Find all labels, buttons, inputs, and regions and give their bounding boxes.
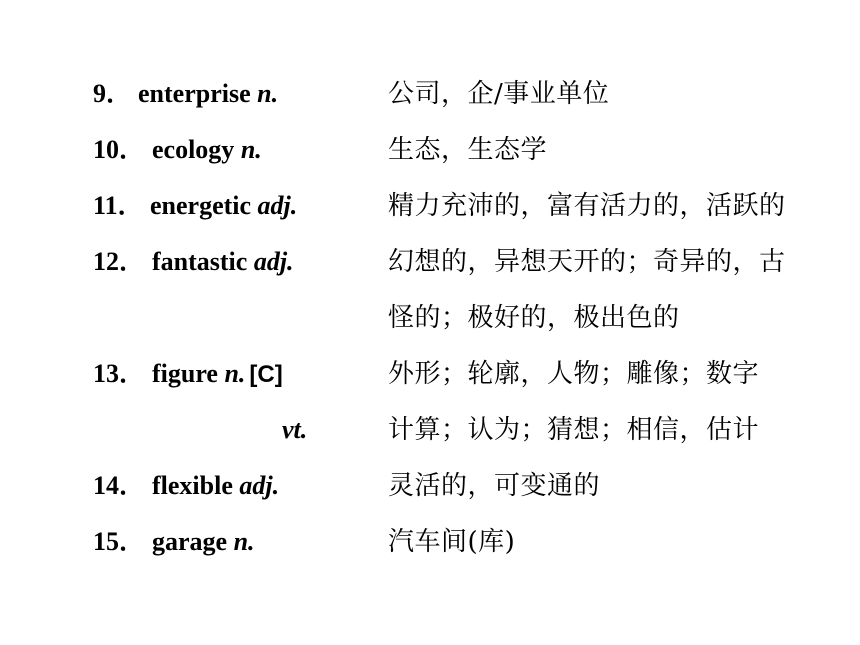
vocab-meaning: 计算；认为；猜想；相信，估计 [388,415,760,445]
item-number: 12． [93,247,146,276]
vocab-term [152,122,262,178]
part-of-speech: adj. [257,191,298,220]
item-number: 11． [93,191,144,220]
item-number: 10． [93,135,146,164]
part-of-speech: adj. [239,471,280,500]
vocab-term [150,178,297,234]
vocab-meaning: 汽车间(库) [388,527,516,557]
vocab-row-9 [0,66,860,122]
part-of-speech: n. [233,527,255,556]
vocab-meaning: 公司，企/事业单位 [388,79,610,109]
vocab-meaning-continued: 怪的；极好的，极出色的 [388,303,680,333]
vocabulary-list [0,66,860,570]
vocab-word: energetic [150,191,252,220]
part-of-speech: n. [257,79,279,108]
part-of-speech: vt. [282,415,308,444]
vocab-meaning: 灵活的，可变通的 [388,471,601,501]
part-of-speech: adj. [253,247,294,276]
countable-marker: [C] [249,361,283,388]
vocab-term [152,514,255,570]
vocab-row-14 [0,458,860,514]
vocab-row-15 [0,514,860,570]
vocab-word: figure [152,359,218,388]
vocab-term [152,346,283,403]
vocab-word: enterprise [138,79,251,108]
vocab-row-12 [0,234,860,290]
vocab-meaning: 生态，生态学 [388,135,548,165]
vocab-row-13-verb [0,402,860,458]
vocab-word: fantastic [152,247,248,276]
vocab-row-12-continued [0,290,860,346]
vocab-word: garage [152,527,228,556]
vocab-meaning: 幻想的，异想天开的；奇异的，古 [388,247,786,277]
item-number: 14． [93,471,146,500]
part-of-speech: n. [240,135,262,164]
vocab-word: ecology [152,135,235,164]
part-of-speech: n. [224,359,246,388]
item-number: 9． [93,79,133,108]
vocab-meaning: 外形；轮廓，人物；雕像；数字 [388,359,760,389]
item-number: 15． [93,527,146,556]
vocab-term [138,66,278,122]
vocab-term [152,458,279,514]
vocab-row-10 [0,122,860,178]
item-number: 13． [93,359,146,388]
vocab-row-13 [0,346,860,402]
vocab-meaning: 精力充沛的，富有活力的，活跃的 [388,191,786,221]
vocab-row-11 [0,178,860,234]
vocab-term [152,234,294,290]
vocab-word: flexible [152,471,233,500]
